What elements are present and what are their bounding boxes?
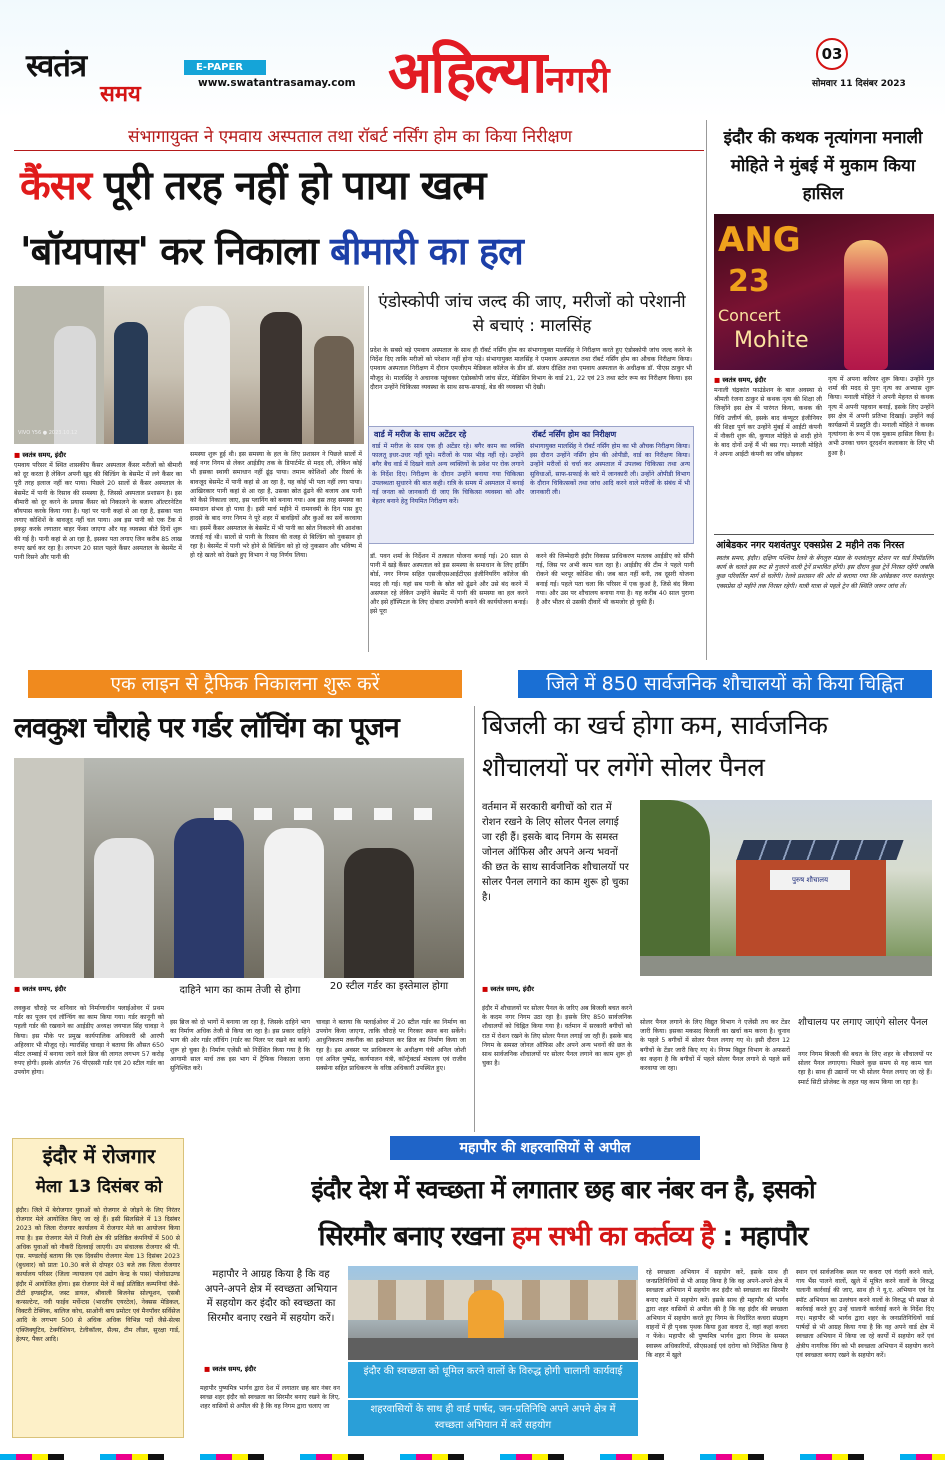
- masthead: [0, 0, 945, 118]
- mayor-col1: महापौर पुष्यमित्र भार्गव द्वारा देश में लगातार छह बार नंबर वन स्वच्छ शहर इंदौर को स्वच्छता का सिरमौर बनाए रखने के लिए, शहर वासियों से अपील की है कि वह निगम द्वारा चलाए जा: [200, 1385, 340, 1411]
- train-body: स्वतंत्र समय, इंदौर। दक्षिण पश्चिम रेलवे के बेंगलुरु मंडल के यशवंतपुर स्टेशन पर यार्ड रिमॉडलिंग कार्य के चलते इस रूट से गुजरने वाली ट्रेनें प्रभावित होंगी। इस दौरान कुछ ट्रेनें निरस्त रहेंगी जबकि कुछ परिवर्तित मार्ग से चलेंगी। रेलवे प्रशासन की ओर से बताया गया कि आंबेडकर नगर यशवंतपुर एक्सप्रेस दो महीने तक निरस्त रहेगी। यात्री यात्रा से पहले ट्रेन की स्थिति जरूर जांच लें।: [716, 555, 934, 590]
- edition-title-main: अहिल्या: [388, 38, 546, 106]
- solar-photo: [640, 800, 932, 976]
- cancer-kicker: संभागायुक्त ने एमवाय अस्पताल तथा रॉबर्ट नर्सिंग होम का किया निरीक्षण: [127, 127, 573, 147]
- edition-title: [388, 30, 768, 114]
- cancer-headline-1: [20, 156, 710, 211]
- girder-byline: ■ स्वतंत्र समय, इंदौर: [14, 984, 164, 993]
- website-url[interactable]: www.swatantrasamay.com: [198, 77, 356, 89]
- mayor-intro: महापौर ने आग्रह किया है कि वह अपने-अपने क्षेत्र में स्वच्छता अभियान में सहयोग कर इंदौर को स्वच्छता का सिरमौर बनाए रखने में सहयोग करें।: [204, 1269, 338, 1324]
- photo-crowd-4: [344, 848, 414, 978]
- girder-col1: लवकुश चौराहे पर शनिवार को निर्माणाधीन फ्लाईओवर में प्रथम गर्डर का पूजन एवं लॉन्चिंग का काम किया गया। गर्डर कानूनी को पहली गर्डर की रखवाने का आईडीए अध्यक्ष जयपाल सिंह चावड़ा ने किया। इस मौके पर प्रमुख कार्यपालिक अधिकारी श्री आरपी अहिरवार भी मौजूद रहे। ग्यारसिंह चावड़ा ने बताया कि औसत 650 मीटर लम्बाई में बनाया जाने वाले ब्रिज की लागत लगभग 57 करोड़ रुपए होगी। इसके अंतर्गत 76 पीएससी गर्डर एवं 20 स्टील गर्डर का उपयोग होगा।: [14, 1005, 164, 1077]
- stage-text-num: 23: [728, 264, 770, 299]
- endoscopy-col3: डॉ. पवन शर्मा के निर्देशन में तत्काल योजना बनाई गई। 20 साल से पानी में खड़े कैंसर अस्पताल को इस समस्या के समाधान के लिए हार्डिंग बोर्ड, नगर निगम सहित एसजीएसआईटीएस इंजीनियरिंग कॉलेज की मदद ली गई। यहां सब पानी के स्रोत को ढूंढने और उसे बंद करने में असफल रहे लेकिन उन्होंने बेसमेंट में पानी की समस्या का हल करने और इसे हॉस्पिटल के लिए दोबारा उपयोगी बनाने की कार्ययोजना बनाई। इसे पूरा: [370, 553, 528, 616]
- solar-col2: सोलर पैनल लगाने के लिए विद्युत विभाग ने एजेंसी तय कर टेंडर जारी किया। इसका मकसद बिजली का खर्चा कम करना है। चुनाव के पहले 5 बगीचों में सोलर पैनल लगाए गए थे। इसी दौरान 12 बगीचों के टेंडर जारी किए गए थे। निगम विद्युत विभाग के अफसरों का कहना है कि बगीचों में पहले सोलर पैनल लगाने से पहले सर्वे करवाया जा रहा।: [640, 1019, 790, 1073]
- issue-date: सोमवार 11 दिसंबर 2023: [812, 79, 906, 89]
- headline-black-part: 'बॉयपास' कर निकाला: [20, 229, 330, 273]
- girder-sub2-title: 20 स्टील गर्डर का इस्तेमाल होगा: [329, 981, 449, 992]
- cancer-headline-2: [20, 224, 710, 276]
- photo-ground: [640, 956, 932, 976]
- banner-right: जिले में 850 सार्वजनिक शौचालयों को किया चिह्नित: [518, 670, 932, 698]
- girder-sub2-text: चावड़ा ने बताया कि फ्लाईओवर में 20 स्टील गर्डर का निर्माण का उपयोग किया जाएगा, ताकि चौराहे पर गिरकर स्थान बना सकेंगे। आधुनिकतम तकनीक का इस्तेमाल कर ब्रिज का निर्माण किया जा रहा है। इस अवसर पर प्राधिकरण के अधीक्षण यंत्री अनिल जोशी एवं अनिल पुष्पेंद्र, कार्यपालन यंत्री, कॉन्ट्रेक्टर्स मंत्रालय एवं राजीव सक्सेना सहित प्राधिकरण के वरिष्ठ अधिकारी उपस्थित हुए।: [316, 1019, 466, 1073]
- mayor-headline-red: हम सभी का कर्तव्य है: [511, 1221, 715, 1252]
- solar-sub-text: नगर निगम बिजली की बचत के लिए शहर के शौचालयों पर सोलर पैनल लगाएगा। पिछले कुछ समय से यह काम चल रहा है। साथ ही उद्यानों पर भी सोलर पैनल लगाए जा रहे हैं। स्मार्ट सिटी प्रोजेक्ट के तहत यह काम किया जा रहा है।: [798, 1051, 932, 1086]
- photo-tree: [640, 800, 710, 976]
- photo-road: [348, 1338, 638, 1360]
- mayor-headline-1: इंदौर देश में स्वच्छता में लगातार छह बार नंबर वन है, इसको: [311, 1175, 815, 1204]
- mayor-caption-2: शहरवासियों के साथ ही वार्ड पार्षद, जन-प्रतिनिधि अपने अपने क्षेत्र में स्वच्छता अभियान में करें सहयोग: [348, 1400, 638, 1436]
- photo-solar-panels: [736, 840, 903, 860]
- girder-photo: [14, 758, 464, 978]
- endoscopy-sub2-text: संभागायुक्त मालसिंह ने रॉबर्ट नर्सिंग होम का भी औचक निरीक्षण किया। इस दौरान उन्होंने नर्सिंग होम की ओपीडी, वार्ड का निरीक्षण किया। उन्होंने मरीजों से चर्चा कर अस्पताल में उपलब्ध चिकित्सा तथा अन्य सुविधाओं, साफ-सफाई के बारे में जानकारी ली। उन्होंने ओपीडी विभाग के दौरान चिकित्सकों तथा जांच आदि करने वाले मरीजों के संबंध में भी जानकारी ली।: [530, 443, 690, 497]
- headline-rest: पूरी तरह नहीं हो पाया खत्म: [91, 163, 486, 209]
- mayor-caption-1: इंदौर की स्वच्छता को धूमिल करने वालों के विरुद्ध होगी चालानी कार्यवाई: [348, 1362, 638, 1398]
- endoscopy-intro: प्रदेश के सबसे बड़े एमवाय अस्पताल के साथ ही रॉबर्ट नर्सिंग होम का संभागायुक्त मालसिंह ने निरीक्षण करते हुए एंडोस्कोपी जांच जल्द करने के निर्देश दिए ताकि मरीजों को परेशान नहीं होना पड़े। संभागायुक्त मालसिंह ने एमवाय अस्पताल तथा रॉबर्ट नर्सिंग होम का औचक निरीक्षण किया। एमवाय अस्पताल निरीक्षण में दौरान एमजीएम मेडिकल कॉलेज के डीन डॉ. संजय दीक्षित तथा एमवाय अस्पताल के अधीक्षक डॉ. पीएस ठाकुर भी मौजूद थे। मालसिंह ने अचानक पहुंचकर एंडोस्कोपी जांच सेंटर, मेडिसिन विभाग के वार्ड 21, 22 एवं 23 तथा स्टोर रूम का निरीक्षण किया। इस दौरान उन्होंने चिकित्सा व्यवस्था के साथ साफ-सफाई, बेड की व्यवस्था भी देखी।: [370, 347, 692, 391]
- photo-person-5: [314, 336, 354, 444]
- photo-crowd-2: [174, 818, 244, 978]
- rozgar-body: इंदौर। जिले में बेरोजगार युवाओं को रोजगार से जोड़ने के लिए निरंतर रोजगार मेले आयोजित किए जा रहे हैं। इसी सिलसिले में 13 दिसंबर 2023 को जिला रोजगार कार्यालय में रोजगार मेले का आयोजन किया गया है। इस रोजगार मेले में निजी क्षेत्र की प्रतिष्ठित कंपनियों में 500 से अधिक युवाओं को नौकरी दिलवाई जाएगी। उप संचालक रोजगार श्री पी. एस. मण्डलोई बताया कि एक दिवसीय रोजगार मेला 13 दिसंबर 2023 (बुधवार) को प्रातः 10.30 बजे से दोपहर 03 बजे तक जिला रोजगार कार्यालय परिसर (जिला न्यायालय एवं उद्योग केन्द्र के पास) पोलोग्राउण्ड इंदौर में आयोजित होगा। इस रोजगार मेले में कई प्रतिष्ठित कम्पनियां जैसे- टीटी इण्डस्ट्रीज, जस्ट डायल, श्रीवाली बिजनेस सोल्यूशन, एसबी कन्सल्टेन्ट, नवी फाईव मर्चेन्टस (भारतीय एयरटेल), नेक्सस मेडिकल, विक्टरी टेक्निक, बालिज कोच, साओनी बाय प्रमोटर एवं मैनपॉवर सर्विसेज आदि के लगभग 500 से अधिक अधिक विभिन्न पदों जैसे-सेल्स एक्जिक्यूटिव, टेक्नीशियन, टेलीकॉलर, सैल्स, टीम लीडर, सुरक्षा गार्ड, हेल्पर, पैकर आदि।: [16, 1207, 180, 1343]
- solar-sub-title: शौचालय पर लगाए जाएंगे सोलर पैनल: [798, 1017, 928, 1028]
- endoscopy-sub1-title: वार्ड में मरीज के साथ अटेंडर रहे: [374, 430, 467, 439]
- kathak-col2: नृत्य में अपना करियर शुरू किया। उन्होंने गुरु शर्मा की मदद से पुनः नृत्य का अभ्यास शुरू किया। मनाली मोहिते ने अपनी मेहनत से कथक नृत्य में अपनी पहचान बनाई, इसके लिए उन्होंने इस क्षेत्र में अपनी प्रतिभा दिखाई। उन्होंने कई कार्यक्रमों में प्रस्तुति दी। मनाली मोहिते ने कथक नृत्यांगना के रूप में एक मुकाम हासिल किया है। अभी उनका चयन दूरदर्शन कलाकार के लिए भी हुआ है।: [828, 376, 934, 457]
- mayor-headline-2: [192, 1216, 934, 1253]
- solar-col1: इंदौर में शौचालयों पर सोलर पैनल के जरिए अब बिजली बचत करने के कदम नगर निगम उठा रहा है। इसके लिए 850 सार्वजनिक शौचालयों को चिह्नित किया गया है। वर्तमान में सरकारी बगीचों को रात में रोशन रखने के लिए सोलर पैनल लगाई जा रही हैं। इसके बाद निगम के समस्त जोनल ऑफिस और अपने अन्य भवनों की छत के साथ सार्वजनिक शौचालयों पर सोलर पैनल लगाने का काम शुरू हो चुका है।: [482, 1005, 632, 1068]
- rozgar-headline-1: इंदौर में रोजगार: [42, 1144, 156, 1168]
- girder-sub1-title: दाहिने भाग का काम तेजी से होगा: [179, 985, 301, 996]
- epaper-badge: E-PAPER: [184, 60, 266, 75]
- edition-title-suffix: नगरी: [545, 60, 610, 101]
- photo-crowd-3: [264, 828, 324, 978]
- solar-divider: [474, 706, 475, 1132]
- mayor-headline-tail: : महापौर: [714, 1221, 808, 1252]
- kathak-col1: मनाली चंद्रकांत फाउंडेशन के बाल अवस्था से श्रीमती रंजना ठाकुर से कथक नृत्य की शिक्षा ली जिन्होंने इस क्षेत्र में पारंगत किया, कथक की विधि उत्तीर्ण की, इसके बाद कंप्यूटर इंजीनियर की शिक्षा पूर्ण कर उन्होंने मुंबई में आईटी कंपनी में नौकरी शुरू की, कुणाल मोहिते से शादी होने के बाद दोनों उन्हें मैं भी बस गए। मनाली मोहिते ने अपना आईटी कंपनी का जॉब छोड़कर: [714, 387, 822, 459]
- right-col-divider: [706, 120, 707, 660]
- mayor-byline: ■ स्वतंत्र समय, इंदौर: [204, 1364, 338, 1373]
- photo-person-4: [260, 312, 302, 444]
- photo-pillar: [14, 758, 84, 978]
- mayor-photo: [348, 1266, 638, 1360]
- page-number: 03: [816, 38, 848, 70]
- solar-headline-2: शौचालयों पर लगेंगे सोलर पैनल: [482, 753, 765, 783]
- photo-stamp: VIVO Y56 ● 2023.10.12: [18, 430, 78, 436]
- photo-person-1: [54, 326, 96, 444]
- headline-blue-part: बीमारी का हल: [329, 229, 523, 273]
- photo-person-2: [114, 322, 148, 444]
- solar-headline-1: बिजली का खर्च होगा कम, सार्वजनिक: [482, 711, 828, 741]
- photo-crowd-1: [94, 838, 154, 978]
- mayor-col3: स्थान एवं सार्वजनिक स्थल पर कचरा एवं गंदगी करने वाले, गाय भैंस पालने वालों, खुले में मूत्रित करने वालों के विरुद्ध चलानी कार्रवाई की जाए, साथ ही ने यू.ए. अभियान एवं रेड स्पॉट अभियान का उल्लंघन करने वालों के विरुद्ध भी सख्त से कार्रवाई करते हुए उन्हें चालानी कार्रवाई करने के निर्देश दिए गए। महापौर श्री भार्गव द्वारा शहर के जनप्रतिनिधियों वार्ड पार्षदों से भी आग्रह किया गया है कि वह अपने वार्ड क्षेत्र में स्वच्छता अभियान में किया जा रहे कार्यों में सहयोग करें एवं क्षेत्रीय नागरिक विंग को भी स्वच्छता अभियान में सहयोग करने एवं स्वच्छता बनाए रखने के सहयोग करें।: [796, 1269, 934, 1359]
- kathak-photo: [714, 214, 934, 370]
- endoscopy-headline: एंडोस्कोपी जांच जल्द की जाए, मरीजों को परेशानी से बचाएं : मालसिंह: [378, 292, 686, 336]
- banner-left: एक लाइन से ट्रैफिक निकालना शुरू करें: [28, 670, 462, 698]
- photo-signboard: पुरुष शौचालय: [770, 870, 850, 890]
- photo-helmets: [214, 808, 454, 820]
- brand-bottom: समय: [100, 81, 141, 107]
- endoscopy-sub1-text: वार्ड में मरीज के साथ एक ही अटेंडर रहे। बगैर काम का व्यक्ति फालतू इधर-उधर नहीं घूमे। मरीजों के पास भीड़ नहीं रहे। उन्होंने बगैर बैच वार्ड में दिखने वाले अन्य व्यक्तियों के प्रवेश पर रोक लगाने के निर्देश दिए। निरीक्षण के दौरान उन्होंने बनाया गया चिकित्सा उपलब्धता सुधारने की बात कही। रात्रि के समय में अस्पताल में बनाई गई जनता को जानकारी दी जाए कि चिकित्सा व्यवस्था को और बेहतर बनाने हेतु नियमित निरीक्षण करें।: [372, 443, 524, 506]
- brand-logo: [26, 44, 176, 108]
- print-registration-bar: [0, 1454, 945, 1460]
- girder-headline: लवकुश चौराहे पर गर्डर लॉचिंग का पूजन: [14, 711, 399, 744]
- stage-text-top: ANG: [718, 220, 801, 260]
- cancer-byline: ■ स्वतंत्र समय, इंदौर: [14, 450, 184, 459]
- mayor-col2: रहे स्वच्छता अभियान में सहयोग करें, इसके साथ ही जनप्रतिनिधियों से भी आग्रह किया है कि वह अपने-अपने क्षेत्र में स्वच्छता अभियान में सहयोग कर इंदौर को स्वच्छता का सिरमौर बनाए रखने में सहयोग करें। इसके साथ ही महापौर श्री भार्गव द्वारा शहर वासियों से अपील की है कि वह इंदौर की स्वच्छता अभियान में सहयोग करते हुए निगम के निर्धारित कचरा संग्रहण वाहनों में ही पृथक पृथक किया हुआ कचरा दें, वहां कहां कचरा न फेंके। महापौर श्री पुष्यमित्र भार्गव द्वारा निगम के समस्त स्वास्थ्य अधिकारियों, सीएसआई एवं दरोगा को निर्देशित किया है कि शहर में खुले: [646, 1269, 788, 1359]
- mayor-kicker: महापौर की शहरवासियों से अपील: [390, 1136, 700, 1160]
- cancer-photo: [14, 286, 364, 444]
- stage-text-concert: Concert: [718, 306, 781, 325]
- brand-top: स्वतंत्र: [26, 48, 87, 84]
- train-top-rule: [714, 534, 934, 535]
- train-headline: आंबेडकर नगर यशवंतपुर एक्सप्रेस 2 महीने तक निरस्त: [716, 540, 905, 551]
- mayor-headline-black: सिरमौर बनाए रखना: [318, 1221, 512, 1252]
- solar-byline: ■ स्वतंत्र समय, इंदौर: [482, 984, 632, 993]
- girder-sub1-text: इस ब्रिज को दो भागों में बनाया जा रहा है, जिसके दाहिने भाग का निर्माण अधिक तेजी से किया जा रहा है। इस प्रकार दाहिने भाग की ओर गर्डर लॉचिंग (गर्डर का पिलर पर रखने का कार्य) शुरू हो चुका है। निर्माण एजेंसी को निर्देशित किया गया है कि आगामी साल मार्च तक इस भाग में ट्रैफिक निकाला जाना सुनिश्चित करें।: [170, 1019, 310, 1073]
- cancer-body-col2: समस्या शुरू हुई थी। इस समस्या के हल के लिए प्रशासन ने पिछले सालों में कई नगर निगम से लेकर आईडीए तक के डिपार्टमेंट से मदद ली, लेकिन कोई भी इसका स्थायी समाधान नहीं ढूंढ़ पाया। तमाम कोशिशों और रिसर्च के बावजूद बेसमेंट में पानी कहां से आ रहा है, यह कोई भी पता नहीं लगा पाया। आखिरकार पानी कहां से आ रहा है, उसका स्रोत ढूंढने की बजाय अब पानी को कैसे निकाला जाए, इस प्लानिंग को बनाया गया। अब इस तरह समस्या का समाधान संभव हो पाया है। इसी मार्च महीने में रामनवमी के दिन पास हुए हादसे के बाद नगर निगम ने पूरे शहर में बावड़ियों और कुओं का सर्वे करवाया था। इसमें कैंसर अस्पताल के बेसमेंट में भी पानी का स्रोत निकलने की आशंका जताई गई थी। सालों से पानी के रिसाव की वजह से बिल्डिंग को नुकसान हो रहा है। बेसमेंट में पानी भरे होने से बिल्डिंग को हो रहे नुकसान और भविष्य में हो रहे खतरे को देखते हुए विभाग ने यह निर्णय लिया।: [190, 451, 362, 560]
- endoscopy-col4: करने की जिम्मेदारी इंदौर विकास प्राधिकरण मतलब आईडीए को सौंपी गई, जिस पर अभी काम चल रहा है। आईडीए की टीम ने पहले पानी रोकने की भरपूर कोशिश की। जब बात नहीं बनी, तब दूसरी योजना बनाई गई। पहले पता चला कि परिसर में एक कुआं है, जिसे बंद किया गया। और उस पर शौचालय बनाया गया है। यह करीब 40 साल पुराना है और भीतर से उसकी दीवारें भी कमजोर हो चुकी हैं।: [536, 553, 694, 607]
- photo-person-3: [184, 306, 230, 444]
- headline-red-word: कैंसर: [20, 163, 92, 209]
- rozgar-headline-2: मेला 13 दिसंबर को: [35, 1177, 163, 1197]
- stage-text-name: Mohite: [734, 328, 809, 353]
- solar-intro: वर्तमान में सरकारी बगीचों को रात में रोशन रखने के लिए सोलर पैनल लगाई जा रही हैं। इसके बाद निगम के समस्त जोनल ऑफिस और अपने अन्य भवनों की छत के साथ सार्वजनिक शौचालयों पर सोलर पैनल लगाने का काम शुरू हो चुका है।: [482, 802, 629, 903]
- cancer-body-col1: एमवाय परिसर में स्थित शासकीय कैंसर अस्पताल कैंसर मरीजों को बीमारी को दूर करता है लेकिन अपनी खुद की बिल्डिंग के बेसमेंट में लगे कैंसर का पूरी तरह इलाज नहीं कर पाया। पिछले 20 सालों से कैंसर अस्पताल के बेसमेंट में पानी के रिसाव की समस्या है, जिससे अस्पताल प्रशासन है। इस बीमारी को दूर करने के प्रयास कैंसर को निकालने के बजाय ऑल्टरनेटिव बॉयपास करके किया गया है। यहां पर पानी कहां से आ रहा है, इसका पता लगाए कोशिशें के बावजूद नहीं चल पाया। अब इस पानी को एक टैंक में इकट्ठा करके लगातार बाहर फेंका जाएगा और यह व्यवस्था बीते दिनों शुरू की गई है। पानी कहां से आ रहा है, इसका पता लगाए जिन करीब 85 लाख रुपए खर्च कर रहा है। लगभग 20 साल पहले कैंसर अस्पताल के बेसमेंट में पानी रिसने और पानी की: [14, 462, 182, 562]
- cancer-kicker-rule: [14, 150, 704, 151]
- endoscopy-sub2-title: रॉबर्ट नर्सिंग होम का निरीक्षण: [532, 430, 617, 439]
- kathak-headline: इंदौर की कथक नृत्यांगना मनाली मोहिते ने मुंबई में मुकाम किया हासिल: [723, 128, 923, 204]
- dancer-figure: [844, 240, 888, 370]
- kathak-byline: ■ स्वतंत्र समय, इंदौर: [714, 375, 824, 384]
